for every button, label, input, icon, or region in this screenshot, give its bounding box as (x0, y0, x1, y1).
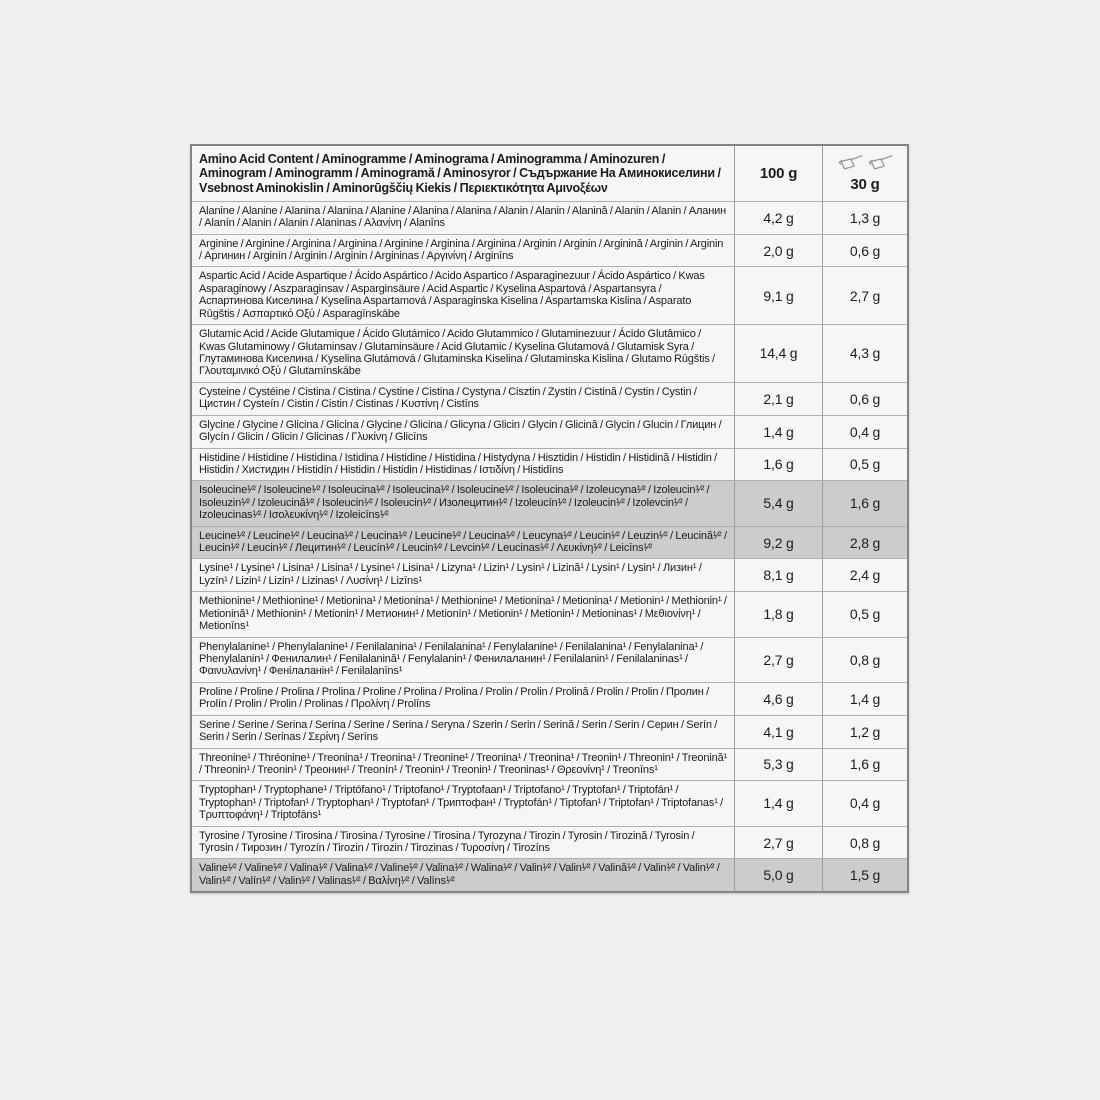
table-row (192, 748, 907, 781)
column-header-30g (822, 146, 907, 201)
value-per-100g: 5,3 g (734, 749, 822, 781)
amino-acid-name: Glutamic Acid / Acide Glutamique / Ácido Glutámico / Acido Glutammico / Glutaminezuur / Ácido Glutâmico / Kwas Glutaminowy / Glutaminsav / Glutaminsäure / Acid Glutamic / Kyselina Glutamová / Glutamisk Syra / Глутаминова Киселина / Kyselina Glutámová / Glutaminska Kiselina / Glutaminska Kislina / Glutamo Rūgštis / Γλουταμινικό Οξύ / Glutamīnskābe (192, 325, 734, 382)
table-row (192, 234, 907, 267)
table-row (192, 715, 907, 748)
value-per-30g: 1,2 g (822, 716, 907, 748)
value-per-100g: 2,0 g (734, 235, 822, 267)
value-per-100g: 4,6 g (734, 683, 822, 715)
amino-acid-name: Threonine¹ / Thréonine¹ / Treonina¹ / Treonina¹ / Treonine¹ / Treonina¹ / Treonina¹ / Treonin¹ / Threonin¹ / Treonină¹ / Threonin¹ / Treonin¹ / Треонин¹ / Treonín¹ / Treonin¹ / Treonin¹ / Treoninas¹ / Θρεονίνη¹ / Treonīns¹ (192, 749, 734, 781)
amino-acid-name: Phenylalanine¹ / Phenylalanine¹ / Fenilalanina¹ / Fenilalanina¹ / Fenylalanine¹ / Fenilalanina¹ / Fenylalanina¹ / Phenylalanin¹ / Фенилалин¹ / Fenilalanină¹ / Fenylalanin¹ / Фенилаланин¹ / Fenilalanin¹ / Fenilalaninas¹ / Φαινυλανίνη¹ / Фенілаланін¹ / Fenilalanīns¹ (192, 638, 734, 682)
value-per-100g: 2,1 g (734, 383, 822, 415)
value-per-100g: 1,4 g (734, 416, 822, 448)
value-per-100g: 1,4 g (734, 781, 822, 825)
value-per-30g: 1,6 g (822, 749, 907, 781)
amino-acid-name: Glycine / Glycine / Glicina / Glicina / Glycine / Glicina / Glicyna / Glicin / Glycin / Glicină / Glycin / Glucin / Глицин / Glycín / Glicin / Glicin / Glicinas / Γλυκίνη / Glicīns (192, 416, 734, 448)
table-row (192, 526, 907, 559)
amino-acid-name: Aspartic Acid / Acide Aspartique / Ácido Aspártico / Acido Aspartico / Asparaginezuur / Ácido Aspártico / Kwas Asparaginowy / Aszparaginsav / Asparginsäure / Acid Aspartic / Kyselina Aspartová / Aspartansyra / Аспартинова Киселина / Kyselina Aspartamová / Asparaginska Kiselina / Aspartamska Kislina / Asparato Rūgštis / Ασπαρτικό Οξύ / Asparagīnskābe (192, 267, 734, 324)
column-header-30g-label: 30 g (850, 176, 880, 194)
table-title: Amino Acid Content / Aminogramme / Aminograma / Aminogramma / Aminozuren / Aminogram / Aminogramm / Aminogramă / Aminosyror / Съдържание На Аминокиселини / Vsebnost Aminokislin / Aminorūgščių Kiekis / Περιεκτικότητα Αμινοξέων (192, 146, 734, 201)
table-row (192, 266, 907, 324)
value-per-100g: 4,1 g (734, 716, 822, 748)
table-row (192, 415, 907, 448)
value-per-30g: 1,5 g (822, 859, 907, 891)
column-header-100g: 100 g (734, 146, 822, 201)
table-row (192, 591, 907, 636)
value-per-100g: 2,7 g (734, 827, 822, 859)
amino-acid-name: Methionine¹ / Methionine¹ / Metionina¹ / Metionina¹ / Methionine¹ / Metionina¹ / Metionina¹ / Metionin¹ / Methionin¹ / Metionină¹ / Methionin¹ / Metionin¹ / Метионин¹ / Metionín¹ / Metionin¹ / Metionin¹ / Metioninas¹ / Μεθιονίνη¹ / Metionīns¹ (192, 592, 734, 636)
table-header-row (192, 146, 907, 201)
value-per-30g: 0,4 g (822, 781, 907, 825)
scoop-icons (836, 153, 894, 173)
value-per-30g: 0,8 g (822, 827, 907, 859)
value-per-30g: 0,5 g (822, 592, 907, 636)
amino-acid-name: Proline / Proline / Prolina / Prolina / Proline / Prolina / Prolina / Prolin / Prolin / Prolină / Prolin / Prolin / Пролин / Prolín / Prolin / Prolin / Prolinas / Προλίνη / Prolīns (192, 683, 734, 715)
amino-acid-name: Histidine / Histidine / Histidina / Istidina / Histidine / Histidina / Histydyna / Hisztidin / Histidin / Histidină / Histidin / Histidin / Хистидин / Histidín / Histidin / Histidin / Histidinas / Ιστιδίνη / Histidīns (192, 449, 734, 481)
value-per-100g: 1,6 g (734, 449, 822, 481)
table-row (192, 858, 907, 891)
value-per-100g: 2,7 g (734, 638, 822, 682)
table-row (192, 382, 907, 415)
value-per-30g: 4,3 g (822, 325, 907, 382)
table-row (192, 780, 907, 825)
amino-acid-name: Lysine¹ / Lysine¹ / Lisina¹ / Lisina¹ / Lysine¹ / Lisina¹ / Lizyna¹ / Lizin¹ / Lysin¹ / Lizină¹ / Lysin¹ / Lysin¹ / Лизин¹ / Lyzín¹ / Lizin¹ / Lizin¹ / Lizinas¹ / Λυσίνη¹ / Lizīns¹ (192, 559, 734, 591)
amino-acid-name: Leucine¹⁄² / Leucine¹⁄² / Leucina¹⁄² / Leucina¹⁄² / Leucine¹⁄² / Leucina¹⁄² / Leucyna¹⁄² / Leucin¹⁄² / Leuzin¹⁄² / Leucină¹⁄² / Leucin¹⁄² / Leucin¹⁄² / Лецитин¹⁄² / Leucín¹⁄² / Leucin¹⁄² / Levcin¹⁄² / Leucinas¹⁄² / Λευκίνη¹⁄² / Leicīns¹⁄² (192, 527, 734, 559)
amino-acid-name: Alanine / Alanine / Alanina / Alanina / Alanine / Alanina / Alanina / Alanin / Alanin / Alanină / Alanin / Alanin / Аланин / Alanín / Alanin / Alanin / Alaninas / Αλανίνη / Alanīns (192, 202, 734, 234)
amino-acid-name: Serine / Serine / Serina / Serina / Serine / Serina / Seryna / Szerin / Serin / Serină / Serin / Serin / Серин / Serín / Serin / Serin / Serinas / Σερίνη / Serīns (192, 716, 734, 748)
amino-acid-name: Tryptophan¹ / Tryptophane¹ / Triptófano¹ / Triptofano¹ / Tryptofaan¹ / Triptofano¹ / Tryptofan¹ / Triptofán¹ / Tryptophan¹ / Triptofan¹ / Tryptophan¹ / Tryptofan¹ / Триптофан¹ / Tryptofán¹ / Tiptofan¹ / Triptofan¹ / Triptofanas¹ / Τρυπτοφάνη¹ / Triptofāns¹ (192, 781, 734, 825)
scoop-icon (866, 153, 894, 173)
value-per-30g: 0,4 g (822, 416, 907, 448)
value-per-100g: 5,4 g (734, 481, 822, 525)
amino-acid-name: Tyrosine / Tyrosine / Tirosina / Tirosina / Tyrosine / Tirosina / Tyrozyna / Tirozin / Tyrosin / Tirozină / Tyrosin / Tyrosin / Тирозин / Tyrozín / Tirozin / Tirozin / Tirozinas / Τυροσίνη / Tirozīns (192, 827, 734, 859)
table-row (192, 826, 907, 859)
scoop-icon (836, 153, 864, 173)
value-per-100g: 1,8 g (734, 592, 822, 636)
value-per-30g: 1,6 g (822, 481, 907, 525)
value-per-30g: 2,7 g (822, 267, 907, 324)
value-per-30g: 2,8 g (822, 527, 907, 559)
table-row (192, 448, 907, 481)
value-per-100g: 4,2 g (734, 202, 822, 234)
value-per-100g: 14,4 g (734, 325, 822, 382)
value-per-100g: 5,0 g (734, 859, 822, 891)
amino-acid-name: Cysteine / Cystéine / Cistina / Cistina / Cystine / Cistina / Cystyna / Cisztin / Zystin / Cistină / Cystin / Cystin / Цистин / Cysteín / Cistin / Cistin / Cistinas / Κυστίνη / Cistīns (192, 383, 734, 415)
table-row (192, 682, 907, 715)
table-row (192, 480, 907, 525)
value-per-30g: 1,3 g (822, 202, 907, 234)
table-row (192, 558, 907, 591)
table-row (192, 324, 907, 382)
amino-acid-table (190, 144, 909, 893)
value-per-30g: 1,4 g (822, 683, 907, 715)
value-per-30g: 0,8 g (822, 638, 907, 682)
table-body (192, 201, 907, 892)
value-per-30g: 0,6 g (822, 383, 907, 415)
value-per-100g: 8,1 g (734, 559, 822, 591)
table-row (192, 637, 907, 682)
value-per-30g: 0,6 g (822, 235, 907, 267)
value-per-30g: 2,4 g (822, 559, 907, 591)
table-row (192, 201, 907, 234)
amino-acid-name: Valine¹⁄² / Valine¹⁄² / Valina¹⁄² / Valina¹⁄² / Valine¹⁄² / Valina¹⁄² / Walina¹⁄² / Valin¹⁄² / Valin¹⁄² / Valină¹⁄² / Valin¹⁄² / Valin¹⁄² / Valin¹⁄² / Valín¹⁄² / Valin¹⁄² / Valinas¹⁄² / Βαλίνη¹⁄² / Valīns¹⁄² (192, 859, 734, 891)
amino-acid-name: Isoleucine¹⁄² / Isoleucine¹⁄² / Isoleucina¹⁄² / Isoleucina¹⁄² / Isoleucine¹⁄² / Isoleucina¹⁄² / Izoleucyna¹⁄² / Izoleucin¹⁄² / Isoleuzin¹⁄² / Izoleucină¹⁄² / Isoleucin¹⁄² / Isoleucin¹⁄² / Изолецитин¹⁄² / Izoleucín¹⁄² / Izoleucin¹⁄² / Izolevcin¹⁄² / Izoleucinas¹⁄² / Ισολευκίνη¹⁄² / Izoleicīns¹⁄² (192, 481, 734, 525)
amino-acid-name: Arginine / Arginine / Arginina / Arginina / Arginine / Arginina / Arginina / Arginin / Arginin / Arginină / Arginin / Arginin / Аргинин / Arginín / Arginin / Arginin / Argininas / Αργινίνη / Arginīns (192, 235, 734, 267)
value-per-100g: 9,2 g (734, 527, 822, 559)
value-per-30g: 0,5 g (822, 449, 907, 481)
value-per-100g: 9,1 g (734, 267, 822, 324)
